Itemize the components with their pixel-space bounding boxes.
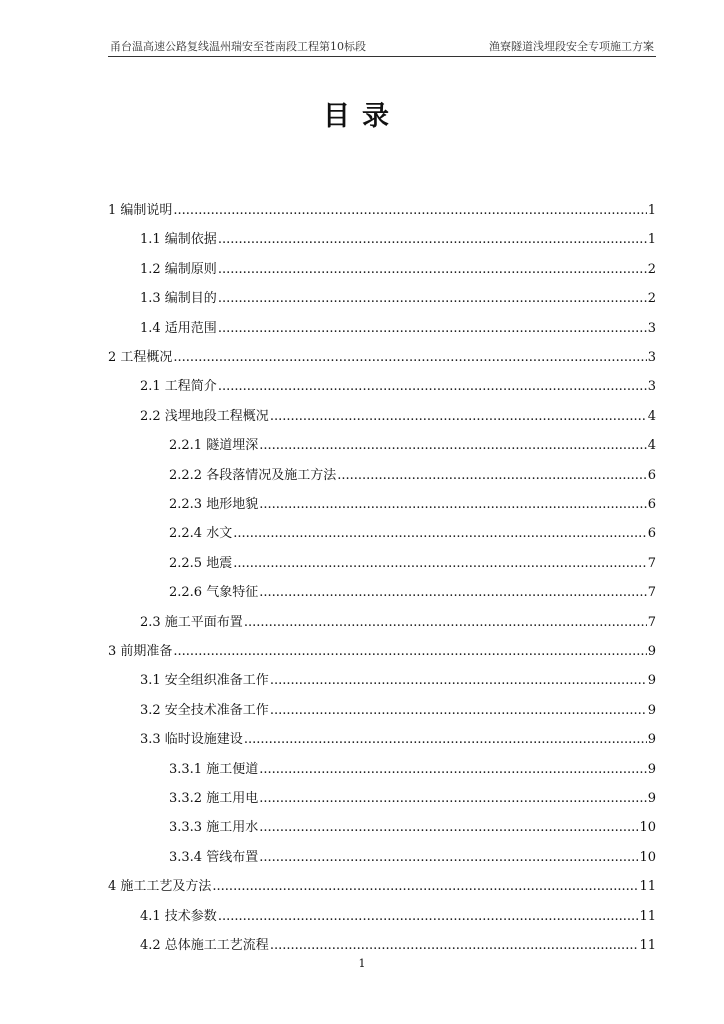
toc-entry-label: 3.3 临时设施建设 xyxy=(140,732,243,747)
toc-entry[interactable] xyxy=(169,525,656,543)
toc-entry[interactable] xyxy=(169,849,656,867)
toc-entry-page: 4 xyxy=(647,409,656,424)
toc-entry-label: 3.3.4 管线布置 xyxy=(169,850,259,865)
header-project-title: 甬台温高速公路复线温州瑞安至苍南段工程第10标段 xyxy=(110,40,366,53)
toc-entry[interactable] xyxy=(169,467,656,485)
toc-entry-label: 2.2 浅埋地段工程概况 xyxy=(140,409,269,424)
toc-entry[interactable] xyxy=(140,937,656,955)
toc-dot-leader xyxy=(218,261,647,279)
toc-dot-leader xyxy=(337,467,647,485)
toc-entry[interactable] xyxy=(169,761,656,779)
toc-dot-leader xyxy=(259,819,638,837)
toc-entry-page: 11 xyxy=(639,909,656,924)
toc-entry[interactable] xyxy=(169,496,656,514)
toc-dot-leader xyxy=(218,290,647,308)
toc-entry-label: 2.2.3 地形地貌 xyxy=(169,497,259,512)
toc-entry[interactable] xyxy=(140,702,656,720)
toc-entry[interactable] xyxy=(169,790,656,808)
toc-entry[interactable] xyxy=(140,261,656,279)
toc-entry-page: 9 xyxy=(647,703,656,718)
toc-dot-leader xyxy=(218,231,647,249)
toc-entry-label: 3.3.2 施工用电 xyxy=(169,791,259,806)
toc-dot-leader xyxy=(259,496,647,514)
toc-title: 目录 xyxy=(323,101,401,132)
toc-dot-leader xyxy=(218,908,639,926)
toc-entry-page: 1 xyxy=(647,232,656,247)
toc-dot-leader xyxy=(259,761,647,779)
toc-dot-leader xyxy=(212,878,638,896)
toc-entry-page: 2 xyxy=(647,291,656,306)
toc-entry[interactable] xyxy=(108,202,656,220)
toc-entry-label: 2 工程概况 xyxy=(108,350,173,365)
toc-entry-page: 6 xyxy=(647,497,656,512)
toc-entry-label: 4.2 总体施工工艺流程 xyxy=(140,938,269,953)
toc-entry[interactable] xyxy=(169,437,656,455)
toc-entry-page: 10 xyxy=(639,820,656,835)
toc-entry-page: 3 xyxy=(647,350,656,365)
toc-entry-page: 4 xyxy=(647,438,656,453)
toc-entry[interactable] xyxy=(169,584,656,602)
page-number: 1 xyxy=(358,957,366,970)
toc-entry-page: 9 xyxy=(647,732,656,747)
toc-dot-leader xyxy=(270,937,639,955)
toc-entry-label: 3 前期准备 xyxy=(108,644,173,659)
toc-entry-page: 9 xyxy=(647,762,656,777)
toc-entry-label: 1.1 编制依据 xyxy=(140,232,217,247)
toc-entry-page: 6 xyxy=(647,468,656,483)
toc-dot-leader xyxy=(244,614,647,632)
toc-entry-page: 11 xyxy=(639,938,656,953)
toc-entry-label: 2.1 工程简介 xyxy=(140,379,217,394)
toc-entry-label: 4.1 技术参数 xyxy=(140,909,217,924)
toc-entry-label: 2.2.2 各段落情况及施工方法 xyxy=(169,468,337,483)
toc-dot-leader xyxy=(259,437,647,455)
toc-entry-page: 6 xyxy=(647,526,656,541)
toc-entry[interactable] xyxy=(108,349,656,367)
toc-entry-page: 7 xyxy=(647,585,656,600)
toc-dot-leader xyxy=(173,202,646,220)
toc-entry-label: 2.2.4 水文 xyxy=(169,526,233,541)
toc-dot-leader xyxy=(270,408,647,426)
toc-entry-label: 2.2.5 地震 xyxy=(169,556,233,571)
toc-entry[interactable] xyxy=(108,878,656,896)
toc-dot-leader xyxy=(173,349,646,367)
toc-entry-page: 3 xyxy=(647,379,656,394)
toc-entry-label: 1 编制说明 xyxy=(108,203,173,218)
toc-entry[interactable] xyxy=(169,819,656,837)
toc-entry-page: 9 xyxy=(647,644,656,659)
toc-entry-label: 3.1 安全组织准备工作 xyxy=(140,673,269,688)
toc-entry[interactable] xyxy=(169,555,656,573)
toc-dot-leader xyxy=(218,378,647,396)
toc-entry[interactable] xyxy=(140,731,656,749)
page-header xyxy=(108,40,656,57)
toc-dot-leader xyxy=(233,525,647,543)
toc-entry[interactable] xyxy=(108,643,656,661)
toc-entry[interactable] xyxy=(140,320,656,338)
header-document-title: 渔寮隧道浅埋段安全专项施工方案 xyxy=(489,40,654,53)
toc-entry-page: 7 xyxy=(647,615,656,630)
toc-entry-page: 7 xyxy=(647,556,656,571)
toc-entry[interactable] xyxy=(140,672,656,690)
toc-entry-page: 9 xyxy=(647,673,656,688)
toc-entry-page: 2 xyxy=(647,262,656,277)
toc-dot-leader xyxy=(244,731,647,749)
toc-entry-label: 2.3 施工平面布置 xyxy=(140,615,243,630)
toc-entry-label: 4 施工工艺及方法 xyxy=(108,879,212,894)
toc-dot-leader xyxy=(173,643,646,661)
toc-entry[interactable] xyxy=(140,908,656,926)
toc-entry-label: 1.4 适用范围 xyxy=(140,321,217,336)
toc-entry-page: 3 xyxy=(647,321,656,336)
toc-entry[interactable] xyxy=(140,231,656,249)
toc-entry-label: 3.3.1 施工便道 xyxy=(169,762,259,777)
toc-entry[interactable] xyxy=(140,408,656,426)
toc-dot-leader xyxy=(218,320,647,338)
toc-dot-leader xyxy=(259,584,647,602)
toc-dot-leader xyxy=(259,849,638,867)
toc-entry-label: 1.3 编制目的 xyxy=(140,291,217,306)
toc-entry[interactable] xyxy=(140,378,656,396)
toc-dot-leader xyxy=(270,672,647,690)
toc-entry-label: 2.2.1 隧道埋深 xyxy=(169,438,259,453)
toc-dot-leader xyxy=(259,790,647,808)
toc-entry-page: 1 xyxy=(647,203,656,218)
toc-dot-leader xyxy=(270,702,647,720)
toc-entry-label: 1.2 编制原则 xyxy=(140,262,217,277)
toc-entry-page: 10 xyxy=(639,850,656,865)
toc-entry-label: 3.3.3 施工用水 xyxy=(169,820,259,835)
toc-entry-label: 2.2.6 气象特征 xyxy=(169,585,259,600)
toc-entry-label: 3.2 安全技术准备工作 xyxy=(140,703,269,718)
toc-entry-page: 9 xyxy=(647,791,656,806)
toc-entry[interactable] xyxy=(140,614,656,632)
toc-dot-leader xyxy=(233,555,647,573)
toc-entry-page: 11 xyxy=(639,879,656,894)
toc-entry[interactable] xyxy=(140,290,656,308)
